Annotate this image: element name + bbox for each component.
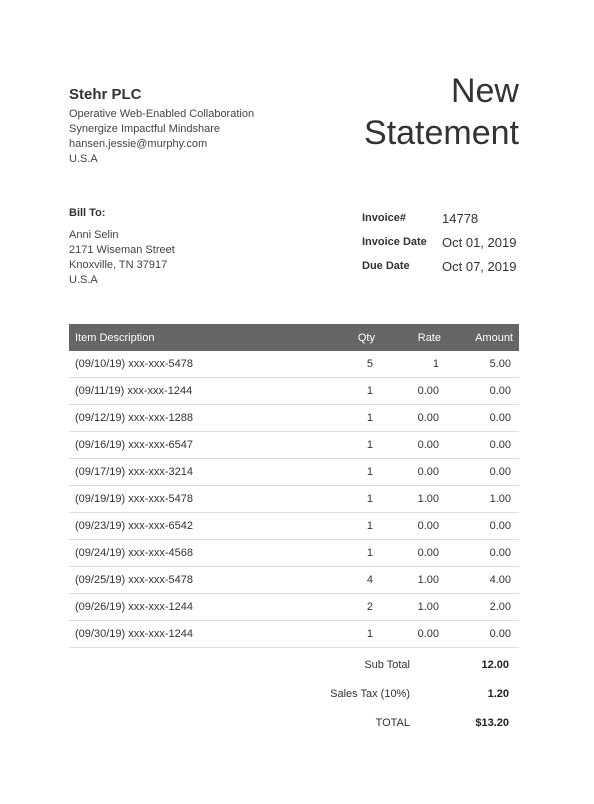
subtotal-label: Sub Total: [364, 658, 410, 671]
sales-tax-value: 1.20: [487, 687, 509, 700]
item-amount: 0.00: [447, 540, 519, 567]
item-rate: 1.00: [381, 486, 447, 513]
item-rate: 0.00: [381, 459, 447, 486]
invoice-number: 14778: [442, 210, 479, 226]
document-title: [364, 70, 519, 154]
due-date: Oct 07, 2019: [442, 258, 517, 274]
item-description: (09/30/19) xxx-xxx-1244: [69, 621, 331, 648]
table-row: [69, 351, 519, 378]
table-row: [69, 405, 519, 432]
item-amount: 0.00: [447, 621, 519, 648]
meta-row-invoice-date: [362, 230, 516, 254]
item-description: (09/24/19) xxx-xxx-4568: [69, 540, 331, 567]
company-tagline: Operative Web-Enabled Collaboration: [69, 108, 255, 120]
bill-to-name: Anni Selin: [69, 229, 119, 241]
table-row: [69, 540, 519, 567]
item-qty: 1: [331, 405, 381, 432]
table-row: [69, 459, 519, 486]
item-qty: 1: [331, 378, 381, 405]
item-qty: 4: [331, 567, 381, 594]
item-description: (09/26/19) xxx-xxx-1244: [69, 594, 331, 621]
company-country: U.S.A: [69, 153, 98, 165]
item-description: (09/17/19) xxx-xxx-3214: [69, 459, 331, 486]
sales-tax-label: Sales Tax (10%): [330, 687, 410, 700]
item-qty: 1: [331, 459, 381, 486]
company-email: hansen.jessie@murphy.com: [69, 138, 208, 150]
item-description: (09/11/19) xxx-xxx-1244: [69, 378, 331, 405]
table-row: [69, 594, 519, 621]
total-row: [300, 708, 519, 737]
total-value: $13.20: [475, 716, 509, 729]
invoice-meta: [362, 206, 516, 278]
item-amount: 0.00: [447, 405, 519, 432]
bill-to-block: [69, 207, 175, 288]
bill-to-city: Knoxville, TN 37917: [69, 259, 168, 271]
item-rate: 1: [381, 351, 447, 378]
item-rate: 0.00: [381, 621, 447, 648]
total-label: TOTAL: [375, 716, 410, 729]
invoice-date: Oct 01, 2019: [442, 234, 517, 250]
item-amount: 0.00: [447, 378, 519, 405]
item-rate: 0.00: [381, 378, 447, 405]
table-header-row: [69, 324, 519, 351]
line-items-table: [69, 324, 519, 648]
bill-to-street: 2171 Wiseman Street: [69, 244, 175, 256]
table-row: [69, 486, 519, 513]
item-description: (09/23/19) xxx-xxx-6542: [69, 513, 331, 540]
column-header-amount: Amount: [447, 324, 519, 351]
item-rate: 1.00: [381, 594, 447, 621]
sales-tax-row: [300, 679, 519, 708]
item-qty: 1: [331, 432, 381, 459]
column-header-description: Item Description: [69, 324, 331, 351]
item-amount: 1.00: [447, 486, 519, 513]
item-amount: 0.00: [447, 513, 519, 540]
item-rate: 1.00: [381, 567, 447, 594]
meta-label: Invoice#: [362, 212, 407, 224]
item-amount: 5.00: [447, 351, 519, 378]
item-amount: 0.00: [447, 459, 519, 486]
meta-label: Due Date: [362, 260, 410, 272]
table-row: [69, 621, 519, 648]
meta-row-invoice-number: [362, 206, 516, 230]
company-block: [69, 86, 254, 167]
item-rate: 0.00: [381, 405, 447, 432]
item-qty: 1: [331, 513, 381, 540]
company-name: Stehr PLC: [69, 86, 142, 103]
item-qty: 5: [331, 351, 381, 378]
item-amount: 4.00: [447, 567, 519, 594]
item-description: (09/10/19) xxx-xxx-5478: [69, 351, 331, 378]
item-qty: 2: [331, 594, 381, 621]
item-qty: 1: [331, 486, 381, 513]
meta-label: Invoice Date: [362, 236, 427, 248]
item-rate: 0.00: [381, 513, 447, 540]
bill-to-label: Bill To:: [69, 207, 106, 219]
item-rate: 0.00: [381, 540, 447, 567]
subtotal-value: 12.00: [481, 658, 509, 671]
subtotal-row: [300, 650, 519, 679]
document-title-line1: New: [450, 72, 519, 110]
item-description: (09/25/19) xxx-xxx-5478: [69, 567, 331, 594]
item-description: (09/19/19) xxx-xxx-5478: [69, 486, 331, 513]
item-rate: 0.00: [381, 432, 447, 459]
bill-to-country: U.S.A: [69, 274, 98, 286]
table-row: [69, 378, 519, 405]
table-row: [69, 513, 519, 540]
item-description: (09/16/19) xxx-xxx-6547: [69, 432, 331, 459]
item-qty: 1: [331, 540, 381, 567]
table-row: [69, 432, 519, 459]
document-title-line2: Statement: [364, 114, 519, 152]
item-amount: 0.00: [447, 432, 519, 459]
meta-row-due-date: [362, 254, 516, 278]
item-amount: 2.00: [447, 594, 519, 621]
table-row: [69, 567, 519, 594]
column-header-qty: Qty: [331, 324, 381, 351]
item-qty: 1: [331, 621, 381, 648]
item-description: (09/12/19) xxx-xxx-1288: [69, 405, 331, 432]
column-header-rate: Rate: [381, 324, 447, 351]
company-subtagline: Synergize Impactful Mindshare: [69, 123, 221, 135]
totals-block: [300, 650, 519, 737]
